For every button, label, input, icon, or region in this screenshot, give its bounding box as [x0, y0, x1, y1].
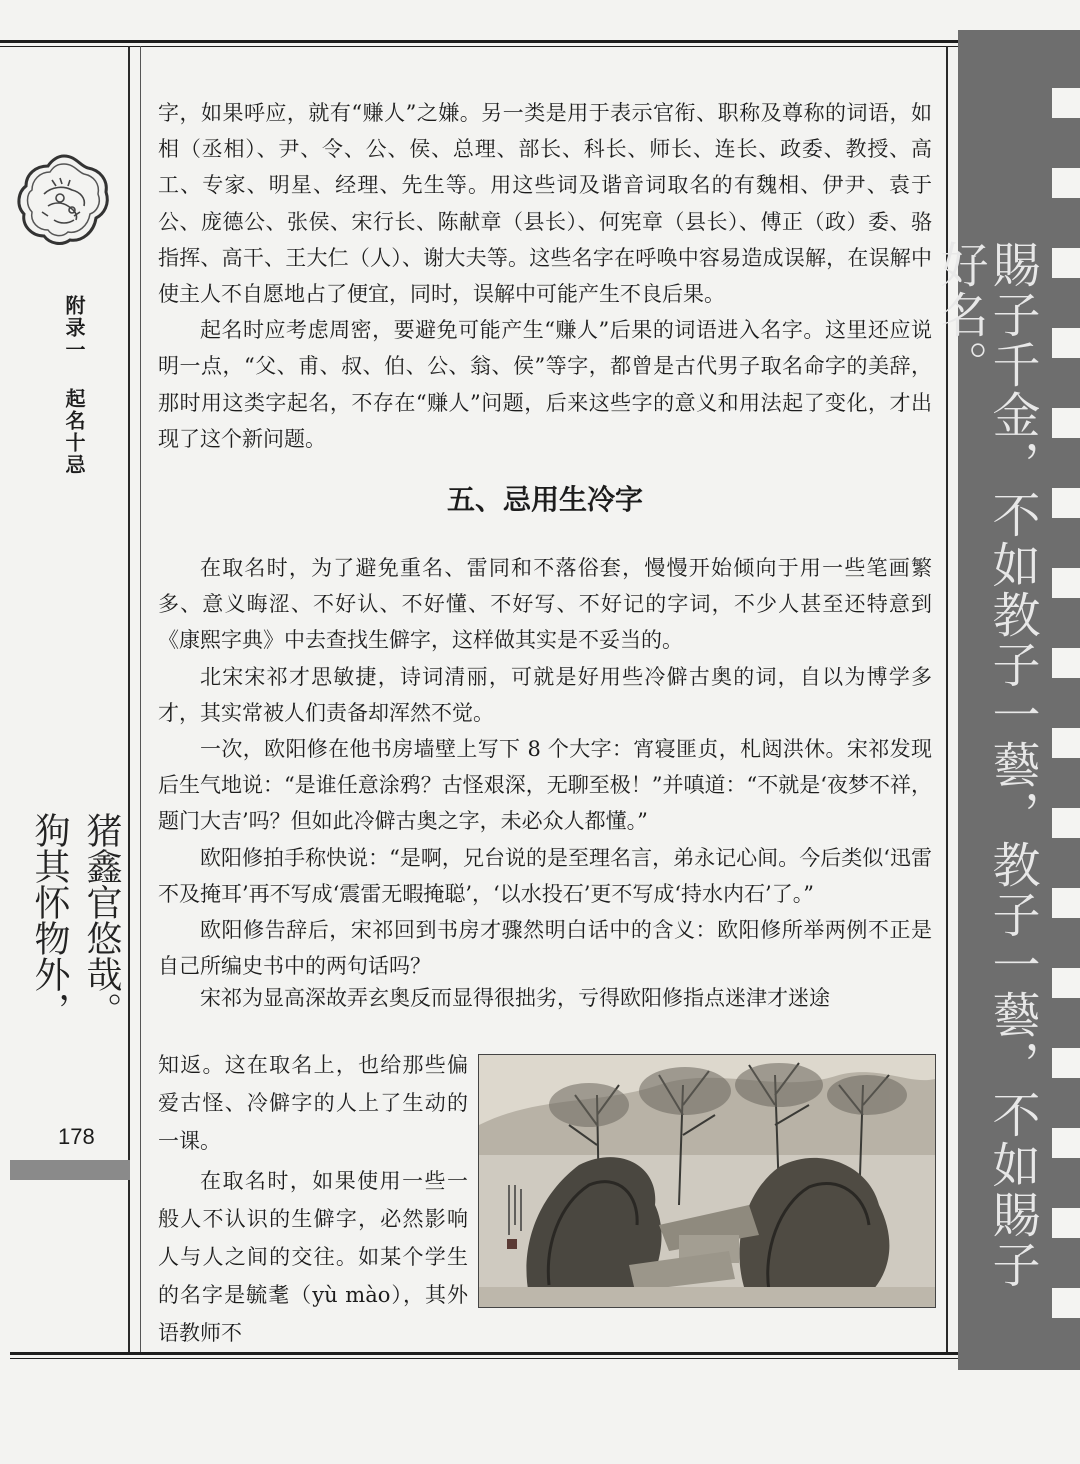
poem-line-1: 猪鑫官悠哉。: [81, 812, 122, 1028]
paragraph: 欧阳修告辞后，宋祁回到书房才骤然明白话中的含义：欧阳修所举两例不正是自己所编史书中的两句话吗？: [158, 918, 932, 979]
paragraph: 起名时应考虑周密，要避免可能产生“赚人”后果的词语进入名字。这里还应说明一点，“父、甫、叔、伯、公、翁、侯”等字，都曾是古代男子取名命字的美辞，那时用这类字起名，不存在“赚人”问题，后来这些字的意义和用法起了变化，才出现了这个新问题。: [158, 318, 932, 451]
film-hole: [1052, 568, 1080, 598]
film-hole: [1052, 248, 1080, 278]
paragraph: 宋祁为显高深故弄玄奥反而显得很拙劣，亏得欧阳修指点迷津才迷途: [200, 986, 830, 1010]
paragraph: 一次，欧阳修在他书房墙壁上写下 8 个大字：宵寝匪贞，札闼洪休。宋祁发现后生气地说：“是谁任意涂鸦？古怪艰深，无聊至极！”并嗔道：“不就是‘夜梦不祥，题门大吉’吗？但如此冷僻古奥之字，未必众人都懂。”: [158, 737, 932, 834]
landscape-painting: [478, 1054, 936, 1308]
section-heading: 五、忌用生冷字: [446, 483, 643, 516]
zodiac-emblem-icon: [14, 150, 114, 250]
film-strip-calligraphy: 賜子千金，不如教子一藝，教子一藝，不如賜子好名。: [932, 240, 1040, 1290]
film-hole: [1052, 1288, 1080, 1318]
appendix-label: 附录一: [62, 295, 86, 361]
film-hole: [1052, 808, 1080, 838]
body-text-wrap: [158, 1046, 468, 1352]
paragraph: 欧阳修拍手称快说：“是啊，兄台说的是至理名言，弟永记心间。今后类似‘迅雷不及掩耳’再不写成‘震雷无暇掩聪’，‘以水投石’更不写成‘持水内石’了。”: [158, 845, 932, 906]
paragraph: 知返。这在取名上，也给那些偏爱古怪、冷僻字的人上了生动的一课。: [158, 1053, 468, 1153]
chapter-label: 起名十忌: [62, 388, 86, 476]
paragraph: 在取名时，如果使用一些一般人不认识的生僻字，必然影响人与人之间的交往。如某个学生的名字是毓耄（yù mào），其外语教师不: [158, 1169, 468, 1345]
film-hole: [1052, 408, 1080, 438]
page-number: 178: [58, 1124, 95, 1149]
film-hole: [1052, 888, 1080, 918]
page-number-bar: [10, 1160, 130, 1180]
paragraph: 字，如果呼应，就有“赚人”之嫌。另一类是用于表示官衔、职称及尊称的词语，如相（丞相）、尹、令、公、侯、总理、部长、科长、师长、连长、政委、教授、高工、专家、明星、经理、先生等。用这些词及谐音词取名的有魏相、伊尹、袁于公、庞德公、张侯、宋行长、陈献章（县长）、何宪章（县长）、傅正（政）委、骆指挥、高干、王大仁（人）、谢大夫等。这些名字在呼唤中容易造成误解，在误解中使主人不自愿地占了便宜，同时，误解中可能产生不良后果。: [158, 101, 932, 307]
body-text-middle: [158, 550, 932, 1010]
film-hole: [1052, 648, 1080, 678]
sidebar-divider: [128, 46, 130, 1352]
film-hole: [1052, 1048, 1080, 1078]
film-hole: [1052, 168, 1080, 198]
top-rule: [0, 40, 960, 43]
bottom-rule: [10, 1352, 970, 1355]
film-hole: [1052, 728, 1080, 758]
bottom-rule-thin: [10, 1358, 970, 1359]
paragraph: 在取名时，为了避免重名、雷同和不落俗套，慢慢开始倾向于用一些笔画繁多、意义晦涩、不好认、不好懂、不好写、不好记的字词，不少人甚至还特意到《康熙字典》中去查找生僻字，这样做其实是不妥当的。: [158, 556, 932, 653]
poem-line-2: 狗其怀物外，: [29, 812, 70, 1028]
film-hole: [1052, 328, 1080, 358]
film-hole: [1052, 488, 1080, 518]
film-hole: [1052, 968, 1080, 998]
film-hole: [1052, 1208, 1080, 1238]
body-text-top: [158, 95, 932, 457]
film-hole: [1052, 1128, 1080, 1158]
film-hole: [1052, 88, 1080, 118]
paragraph: 北宋宋祁才思敏捷，诗词清丽，可就是好用些冷僻古奥的词，自以为博学多才，其实常被人们责备却浑然不觉。: [158, 664, 932, 725]
